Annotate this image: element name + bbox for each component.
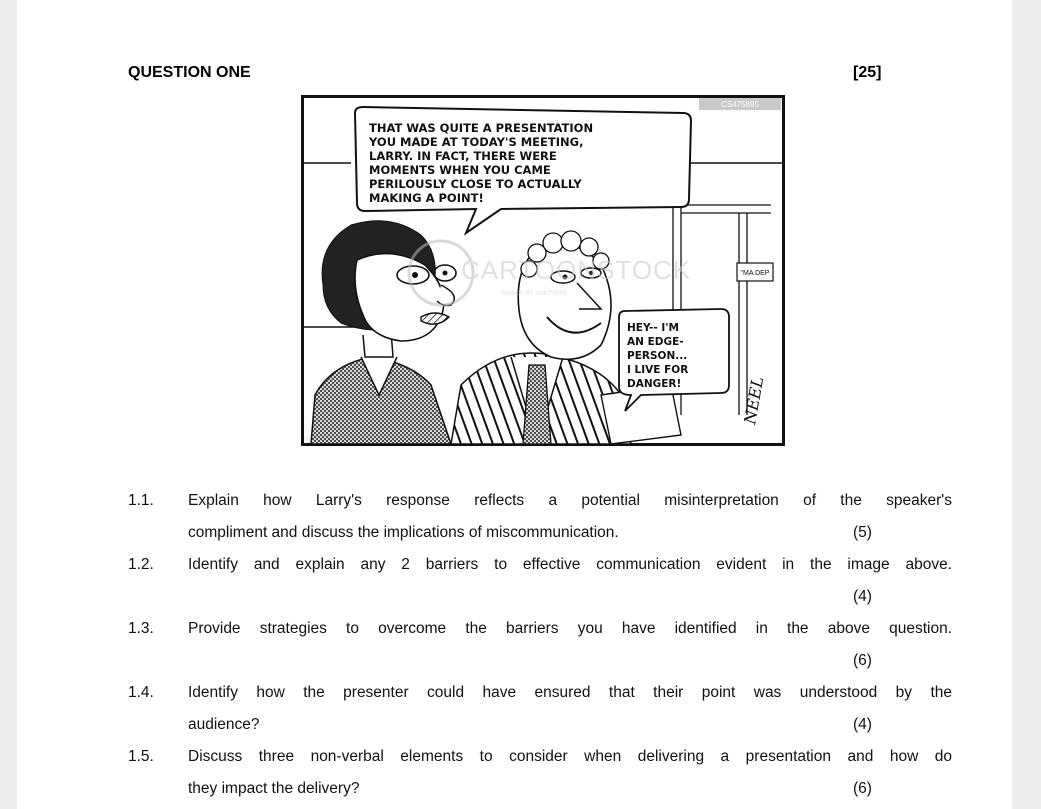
question-number: 1.4.	[128, 684, 154, 701]
question-text-line1: Provide strategies to overcome the barriers you have identified in the above question.	[188, 620, 952, 637]
svg-text:MAKING A POINT!: MAKING A POINT!	[369, 191, 484, 205]
question-text-line1: Discuss three non-verbal elements to consider when delivering a presentation and how do	[188, 748, 952, 765]
question-text-line1: Identify how the presenter could have ensured that their point was understood by the	[188, 684, 952, 701]
question-text-line2: audience?	[188, 716, 260, 733]
stock-id: CS475895	[721, 100, 759, 109]
svg-text:CARTOONSTOCK: CARTOONSTOCK	[461, 255, 692, 285]
svg-text:PERSON...: PERSON...	[627, 350, 688, 362]
artist-signature: NEEL	[740, 375, 768, 426]
question-number: 1.5.	[128, 748, 154, 765]
question-marks: (6)	[853, 780, 872, 797]
total-marks: [25]	[853, 64, 882, 81]
door-sign: "MA DEP	[740, 270, 770, 277]
svg-text:DANGER!: DANGER!	[627, 378, 682, 390]
svg-text:YOU MADE AT TODAY'S MEETING,: YOU MADE AT TODAY'S MEETING,	[369, 135, 584, 149]
svg-text:LARRY. IN FACT, THERE WERE: LARRY. IN FACT, THERE WERE	[369, 149, 557, 163]
question-marks: (4)	[853, 716, 872, 733]
question-marks: (6)	[853, 652, 872, 669]
question-marks: (5)	[853, 524, 872, 541]
question-heading: QUESTION ONE	[128, 64, 251, 81]
document-page	[17, 0, 1012, 809]
svg-text:HEY-- I'M: HEY-- I'M	[627, 322, 679, 334]
svg-text:MOMENTS WHEN YOU CAME: MOMENTS WHEN YOU CAME	[369, 163, 551, 177]
question-marks: (4)	[853, 588, 872, 605]
question-number: 1.1.	[128, 492, 154, 509]
question-text-line2: compliment and discuss the implications of miscommunication.	[188, 524, 619, 541]
svg-text:THAT WAS QUITE A PRESENTATION: THAT WAS QUITE A PRESENTATION	[369, 121, 594, 135]
question-text-line1: Explain how Larry's response reflects a potential misinterpretation of the speaker's	[188, 492, 952, 509]
cartoon-image	[301, 95, 785, 446]
svg-text:Search ID: cs475895: Search ID: cs475895	[501, 290, 567, 297]
svg-text:I LIVE FOR: I LIVE FOR	[627, 364, 689, 376]
question-number: 1.3.	[128, 620, 154, 637]
svg-text:PERILOUSLY CLOSE TO ACTUALLY: PERILOUSLY CLOSE TO ACTUALLY	[369, 177, 582, 191]
question-text-line2: they impact the delivery?	[188, 780, 360, 797]
svg-text:AN EDGE-: AN EDGE-	[627, 336, 684, 348]
question-text-line1: Identify and explain any 2 barriers to effective communication evident in the image above.	[188, 556, 952, 573]
question-number: 1.2.	[128, 556, 154, 573]
